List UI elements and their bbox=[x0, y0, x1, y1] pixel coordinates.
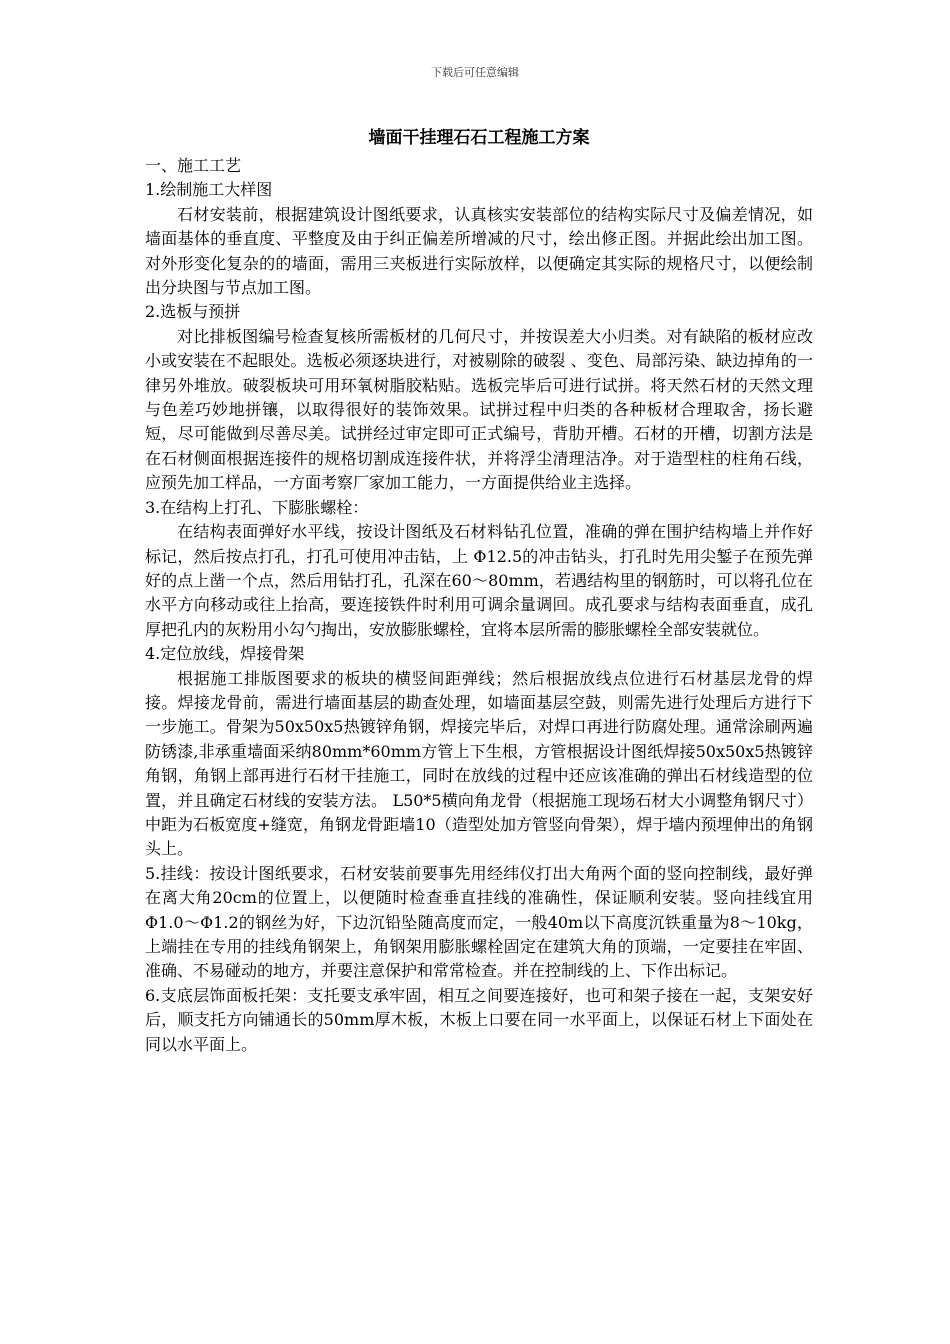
step1-heading: 1.绘制施工大样图 bbox=[145, 180, 273, 200]
document-body bbox=[145, 124, 813, 1057]
step1-paragraph: 石材安装前，根据建筑设计图纸要求，认真核实安装部位的结构实际尺寸及偏差情况，如墙面基体的垂直度、平整度及由于纠正偏差所增减的尺寸，绘出修正图。并据此绘出加工图。对外形变化复杂的的墙面，需用三夹板进行实际放样，以便确定其实际的规格尺寸，以便绘制出分块图与节点加工图。 bbox=[145, 204, 813, 298]
section-heading-construction-process: 一、施工工艺 bbox=[145, 156, 242, 175]
page-header: 下载后可任意编辑 bbox=[431, 66, 519, 79]
document-title: 墙面干挂理石石工程施工方案 bbox=[368, 128, 590, 148]
step3-heading: 3.在结构上打孔、下膨胀螺栓： bbox=[145, 497, 369, 517]
step2-heading: 2.选板与预拼 bbox=[145, 302, 241, 322]
step5-paragraph: 5.挂线：按设计图纸要求，石材安装前要事先用经纬仪打出大角两个面的竖向控制线，最好弹在离大角20cm的位置上，以便随时检查垂直挂线的准确性，保证顺利安装。竖向挂线宜用 Φ1.0～Φ1.2的钢丝为好，下边沉铅坠随高度而定，一般40m以下高度沉铁重量为8～10kg，上端挂在专用的挂线角钢架上，角钢架用膨胀螺栓固定在建筑大角的顶端，一定要挂在牢固、准确、不易碰动的地方，并要注意保护和常常检查。并在控制线的上、下作出标记。 bbox=[145, 863, 813, 981]
step4-paragraph: 根据施工排版图要求的板块的横竖间距弹线；然后根据放线点位进行石材基层龙骨的焊接。焊接龙骨前，需进行墙面基层的勘查处理，如墙面基层空鼓，则需先进行处理后方进行下一步施工。骨架为50x50x5热镀锌角钢，焊接完毕后，对焊口再进行防腐处理。通常涂刷两遍防锈漆,非承重墙面采纳80mm*60mm方管上下生根，方管根据设计图纸焊接50x50x5热镀锌角钢，角钢上部再进行石材干挂施工，同时在放线的过程中还应该准确的弹出石材线造型的位置，并且确定石材线的安装方法。 L50*5横向角龙骨（根据施工现场石材大小调整角钢尺寸）中距为石板宽度+缝宽，角钢龙骨距墙10（造型处加方管竖向骨架），焊于墙内预埋伸出的角钢头上。 bbox=[145, 668, 813, 859]
step6-paragraph: 6.支底层饰面板托架：支托要支承牢固，相互之间要连接好，也可和架子接在一起，支架安好后，顺支托方向铺通长的50mm厚木板，木板上口要在同一水平面上，以保证石材上下面处在同以水平面上。 bbox=[145, 985, 813, 1054]
step4-heading: 4.定位放线，焊接骨架 bbox=[145, 644, 305, 664]
step2-paragraph: 对比排板图编号检查复核所需板材的几何尺寸，并按误差大小归类。对有缺陷的板材应改小或安装在不起眼处。选板必须逐块进行，对被剔除的破裂 、变色、局部污染、缺边掉角的一律另外堆放。破裂板块可用环氧树脂胶粘贴。选板完毕后可进行试拼。将天然石材的天然文理与色差巧妙地拼镶，以取得很好的装饰效果。试拼过程中归类的各种板材合理取舍，扬长避短，尽可能做到尽善尽美。试拼经过审定即可正式编号，背肋开槽。石材的开槽，切割方法是在石材侧面根据连接件的规格切割成连接件状，并将浮尘清理洁净。对于造型柱的柱角石线，应预先加工样品，一方面考察厂家加工能力，一方面提供给业主选择。 bbox=[145, 326, 813, 493]
step3-paragraph: 在结构表面弹好水平线，按设计图纸及石材料钻孔位置，准确的弹在围护结构墙上并作好标记，然后按点打孔，打孔可使用冲击钻，上 Φ12.5的冲击钻头，打孔时先用尖錾子在预先弹好的点上凿一个点，然后用钻打孔，孔深在60～80mm，若遇结构里的钢筋时，可以将孔位在水平方向移动或往上抬高，要连接铁件时利用可调余量调回。成孔要求与结构表面垂直，成孔厚把孔内的灰粉用小勾勺掏出，安放膨胀螺栓，宜将本层所需的膨胀螺栓全部安装就位。 bbox=[145, 522, 813, 639]
